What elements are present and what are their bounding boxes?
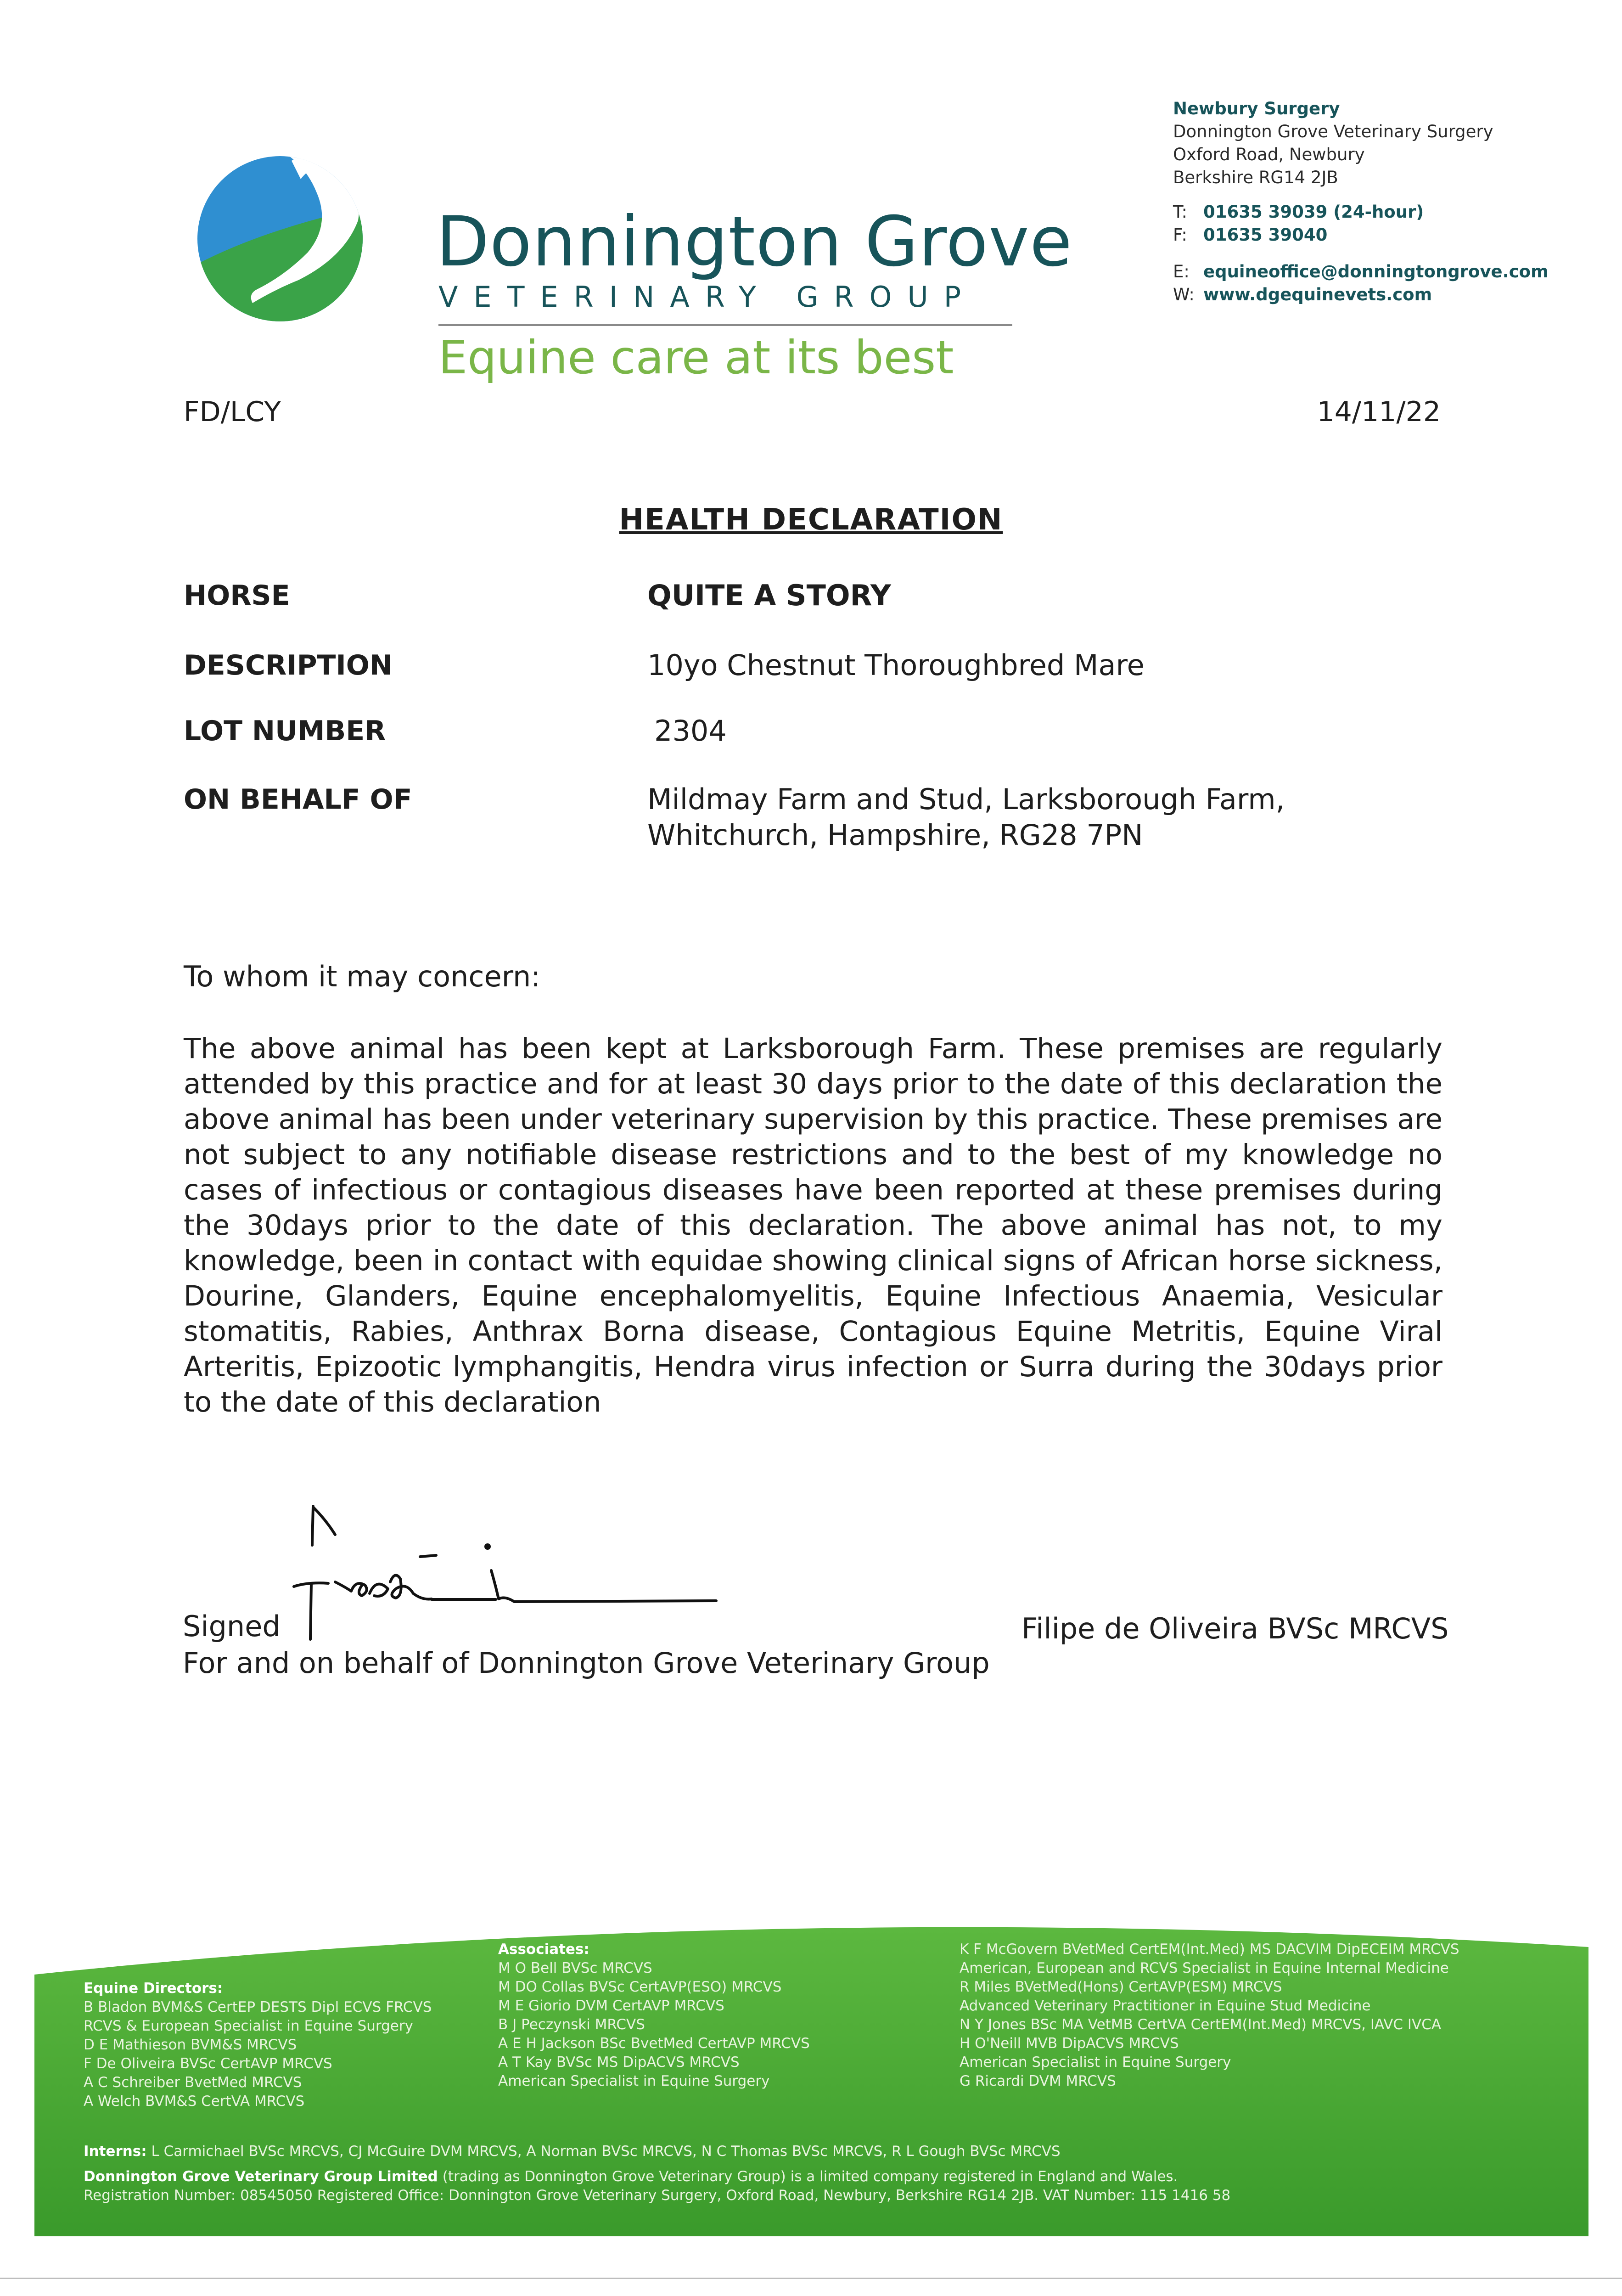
donnington-grove-logo-icon [193, 152, 367, 326]
office-name: Newbury Surgery [1173, 99, 1340, 118]
associate-line: M E Giorio DVM CertAVP MRCVS [498, 1998, 724, 2014]
detail-label-horse: HORSE [184, 580, 290, 612]
telephone-label: T: [1173, 202, 1188, 222]
document-title: HEALTH DECLARATION [619, 503, 1003, 537]
detail-label-on-behalf-of: ON BEHALF OF [184, 783, 412, 816]
footer-company-info [84, 2167, 1230, 2205]
associate-line: American Specialist in Equine Surgery [960, 2054, 1231, 2071]
detail-value-description: 10yo Chestnut Thoroughbred Mare [647, 648, 1145, 682]
fax-label: F: [1173, 225, 1187, 245]
associate-line: B J Peczynski MRCVS [498, 2016, 645, 2033]
detail-label-lot-number: LOT NUMBER [184, 715, 386, 747]
associate-line: R Miles BVetMed(Hons) CertAVP(ESM) MRCVS [960, 1979, 1282, 1995]
footer-interns [84, 2142, 1061, 2161]
footer-associates [498, 1940, 810, 2091]
footer-more-associates [960, 1940, 1459, 2091]
signer-name: Filipe de Oliveira BVSc MRCVS [1021, 1612, 1449, 1645]
address-line: Berkshire RG14 2JB [1173, 168, 1338, 187]
website-row [1173, 283, 1549, 306]
signed-label: Signed [183, 1609, 281, 1643]
declaration-paragraph: The above animal has been kept at Larksborough Farm. These premises are regularly attended by this practice and for at least 30 days prior to the date of this declaration the above animal has been under veterinary supervision by this practice. These premises are not subject to any notifiable disease restrictions and to the best of my knowledge no cases of infectious or contagious diseases have been reported at these premises during the 30days prior to the date of this declaration. The above animal has not, to my knowledge, been in contact with equidae showing clinical signs of African horse sickness, Dourine, Glanders, Equine encephalomyelitis, Equine Infectious Anaemia, Vesicular stomatitis, Rabies, Anthrax Borna disease, Contagious Equine Metritis, Equine Viral Arteritis, Epizootic lymphangitis, Hendra virus infection or Surra during the 30days prior to the date of this declaration [184, 1032, 1442, 1418]
detail-value-on-behalf-of: Mildmay Farm and Stud, Larksborough Farm, Whitchurch, Hampshire, RG28 7PN [647, 782, 1285, 852]
address-line: Oxford Road, Newbury [1173, 145, 1365, 164]
page-bottom-rule [0, 2278, 1622, 2279]
greeting: To whom it may concern: [184, 960, 541, 993]
document-date: 14/11/22 [1317, 396, 1441, 428]
associate-line: M DO Collas BVSc CertAVP(ESO) MRCVS [498, 1979, 782, 1995]
director-line: RCVS & European Specialist in Equine Surgery [84, 2018, 413, 2034]
associate-line: K F McGovern BVetMed CertEM(Int.Med) MS DACVIM DipECEIM MRCVS [960, 1941, 1459, 1958]
detail-label-description: DESCRIPTION [184, 649, 393, 681]
fax-number: 01635 39040 [1203, 225, 1328, 245]
interns-heading: Interns: [84, 2143, 147, 2160]
associate-line: A T Kay BVSc MS DipACVS MRCVS [498, 2054, 740, 2071]
address-line: Donnington Grove Veterinary Surgery [1173, 122, 1493, 141]
handwritten-signature [275, 1502, 725, 1653]
company-name: Donnington Grove Veterinary Group Limited [84, 2168, 438, 2185]
director-line: D E Mathieson BVM&S MRCVS [84, 2037, 297, 2053]
associate-line: N Y Jones BSc MA VetMB CertVA CertEM(Int.Med) MRCVS, IAVC IVCA [960, 2016, 1442, 2033]
email-address: equineoffice@donningtongrove.com [1203, 262, 1549, 281]
associate-line: H O'Neill MVB DipACVS MRCVS [960, 2035, 1179, 2052]
associate-line: American Specialist in Equine Surgery [498, 2073, 770, 2089]
director-line: A Welch BVM&S CertVA MRCVS [84, 2093, 305, 2110]
email-row [1173, 260, 1549, 283]
director-line: B Bladon BVM&S CertEP DESTS Dipl ECVS FRCVS [84, 1999, 432, 2015]
associate-line: G Ricardi DVM MRCVS [960, 2073, 1116, 2089]
brand-divider [438, 324, 1012, 326]
associate-line: American, European and RCVS Specialist in Equine Internal Medicine [960, 1960, 1449, 1976]
associate-line: A E H Jackson BSc BvetMed CertAVP MRCVS [498, 2035, 810, 2052]
website-url: www.dgequinevets.com [1203, 285, 1432, 304]
detail-value-lot-number: 2304 [654, 714, 727, 748]
director-line: A C Schreiber BvetMed MRCVS [84, 2074, 302, 2091]
brand-tagline: Equine care at its best [438, 331, 954, 384]
brand-subtitle: VETERINARY GROUP [438, 280, 977, 314]
practice-address [1173, 97, 1493, 189]
directors-heading: Equine Directors: [84, 1980, 223, 1997]
company-line: (trading as Donnington Grove Veterinary Group) is a limited company registered in England and Wales. [442, 2168, 1178, 2185]
director-line: F De Oliveira BVSc CertAVP MRCVS [84, 2055, 332, 2072]
detail-value-horse: QUITE A STORY [647, 579, 891, 612]
telephone-row [1173, 201, 1549, 224]
registration-line: Registration Number: 08545050 Registered Office: Donnington Grove Veterinary Surgery, Oxford Road, Newbury, Berkshire RG14 2JB. VAT Number: 115 1416 58 [84, 2187, 1231, 2204]
associate-line: Advanced Veterinary Practitioner in Equine Stud Medicine [960, 1998, 1371, 2014]
reference-code: FD/LCY [184, 396, 281, 428]
email-label: E: [1173, 262, 1190, 281]
telephone-number: 01635 39039 (24-hour) [1203, 202, 1424, 222]
footer-directors [84, 1979, 432, 2111]
practice-contact [1173, 201, 1549, 306]
website-label: W: [1173, 285, 1195, 304]
associates-heading: Associates: [498, 1941, 589, 1958]
on-behalf-line: For and on behalf of Donnington Grove Veterinary Group [183, 1646, 990, 1680]
brand-name: Donnington Grove [436, 202, 1073, 282]
interns-list: L Carmichael BVSc MRCVS, CJ McGuire DVM MRCVS, A Norman BVSc MRCVS, N C Thomas BVSc MRCVS, R L Gough BVSc MRCVS [151, 2143, 1061, 2160]
associate-line: M O Bell BVSc MRCVS [498, 1960, 652, 1976]
fax-row [1173, 224, 1549, 247]
